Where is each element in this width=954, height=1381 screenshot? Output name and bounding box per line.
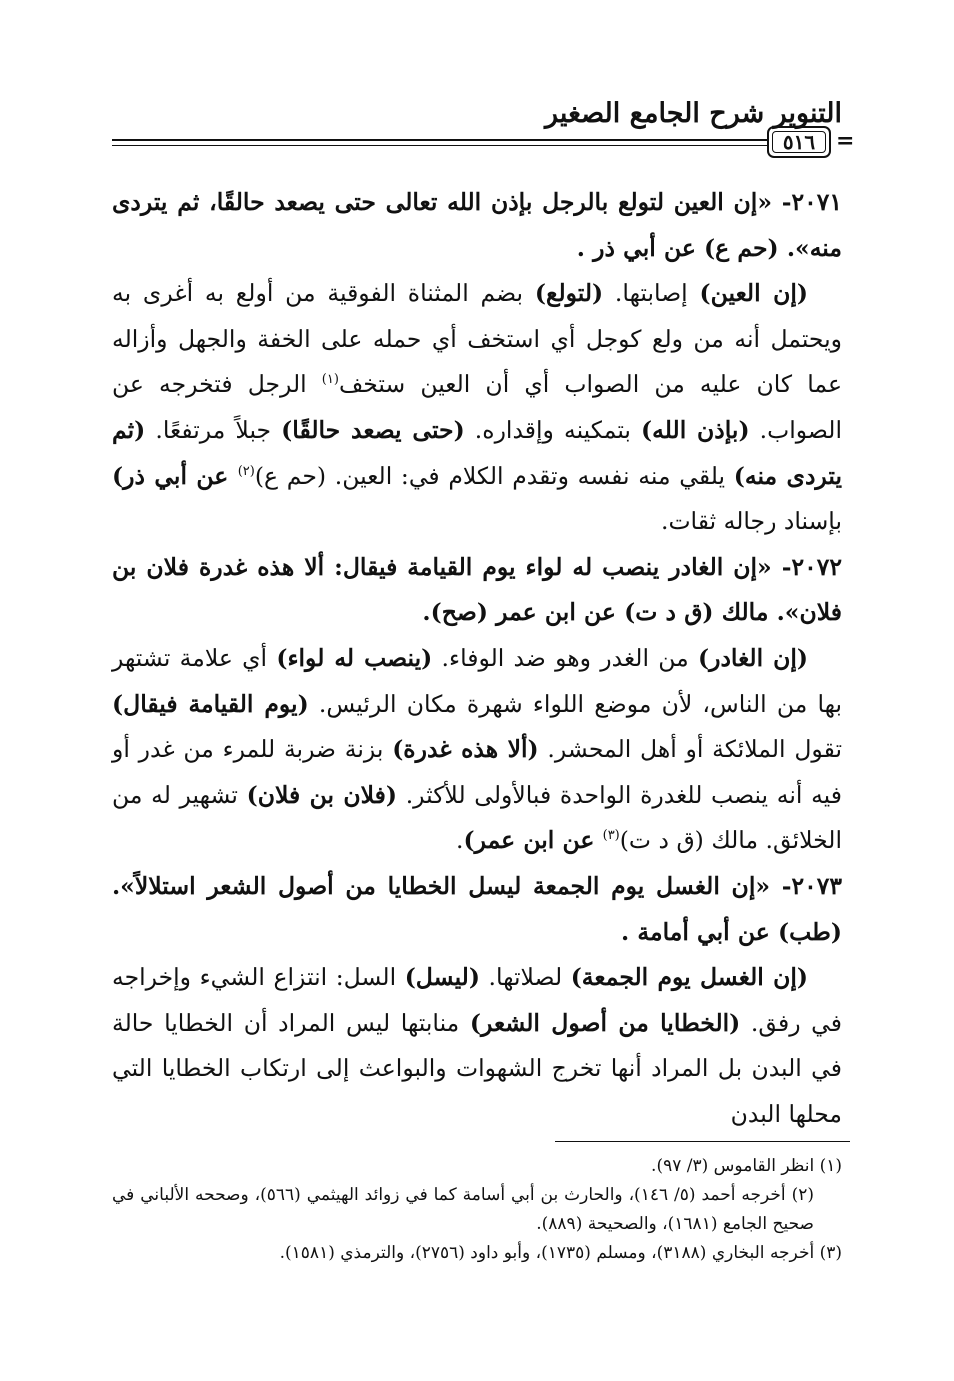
bold-phrase: (ينصب له لواء) xyxy=(276,643,433,672)
footnote-separator xyxy=(555,1141,850,1142)
bold-phrase: (الخطايا من أصول الشعر) xyxy=(469,1008,741,1037)
footnote-1: (١) انظر القاموس (٣/ ٩٧). xyxy=(651,1156,842,1176)
header-rule xyxy=(112,139,767,146)
text-run: بإسناد رجاله ثقات. xyxy=(660,507,842,536)
bold-phrase: (لتولع) xyxy=(534,279,604,308)
bold-phrase: عن ابن عمر) xyxy=(463,826,603,855)
header-ornament: = xyxy=(836,128,855,154)
text-run: بتمكينه وإقداره. xyxy=(464,415,642,444)
text-run: بزنة ضربة للمرء من غدر أو فيه أنه ينصب للغدرة الواحدة فبالأولى للأكثر. xyxy=(112,735,843,809)
bold-phrase: (بإذن الله) xyxy=(641,415,750,444)
bold-phrase: (إن العين) xyxy=(699,279,808,308)
text-run: جبلاً مرتفعًا. xyxy=(145,415,282,444)
text-run: تشهير له من الخلائق. مالك (ق د ت) xyxy=(112,780,842,855)
footnote-3: (٣) أخرجه البخاري (٣١٨٨)، ومسلم (١٧٣٥)، وأبو داود (٢٧٥٦)، والترمذي (١٥٨١). xyxy=(279,1243,842,1263)
footnote-ref: (٣) xyxy=(602,828,620,844)
footnote-ref: (٢) xyxy=(237,463,255,479)
main-text xyxy=(112,180,842,1137)
text-run: . xyxy=(456,826,464,855)
bold-phrase: (فلان بن فلان) xyxy=(246,780,398,809)
text-run: من الغدر وهو ضد الوفاء. xyxy=(432,643,698,672)
hadith-2073: ٢٠٧٣- «إن الغسل يوم الجمعة ليسل الخطايا من أصول الشعر استلالاً». (طب) عن أبي أمامة . xyxy=(112,871,842,946)
bold-phrase: (ثم يتردى منه) xyxy=(112,415,843,490)
text-run: الرجل فتخرجه عن الصواب. xyxy=(112,370,842,444)
hadith-2072: ٢٠٧٢- «إن الغادر ينصب له لواء يوم القيامة فيقال: ألا هذه غدرة فلان بن فلان». مالك (ق د ت) عن ابن عمر (صح). xyxy=(112,552,842,627)
text-run: منابتها ليس المراد أن الخطايا حالة في البدن بل المراد أنها تخرج الشهوات والبواعث إلى ارتكاب الخطايا التي محلها البدن xyxy=(112,1008,842,1128)
running-header-title: التنوير شرح الجامع الصغير xyxy=(545,98,842,129)
footnotes xyxy=(112,1152,842,1268)
bold-phrase: (ليسل) xyxy=(404,963,480,992)
text-run: بضم المثناة الفوقية من أولع به أغرى به ويحتمل أنه من ولع كوجل أي استخف أي حمله على الخفة والجهل وأزاله عما كان عليه من الصواب أي أن العين ستخف xyxy=(112,279,842,399)
bold-phrase: (يوم القيامة فيقال) xyxy=(112,689,309,718)
text-run: إصابتها. xyxy=(603,279,700,308)
bold-phrase: عن أبي ذر) xyxy=(112,461,238,490)
bold-phrase: (إن الغادر) xyxy=(697,643,808,672)
text-run: لصلاتها. xyxy=(479,963,571,992)
footnote-ref: (١) xyxy=(321,372,339,388)
commentary-2073 xyxy=(112,955,842,1137)
text-run: السل: انتزاع الشيء وإخراجه في رفق. xyxy=(112,963,842,1037)
text-run: أي علامة تشتهر بها من الناس، لأن موضع اللواء شهرة مكان الرئيس. xyxy=(112,643,842,718)
commentary-2072 xyxy=(112,636,842,864)
commentary-2071 xyxy=(112,271,842,545)
text-run: يلقي منه نفسه وتقدم الكلام في: العين. (حم ع) xyxy=(254,461,734,490)
text-run: تقول الملائكة أو أهل المحشر. xyxy=(538,735,842,764)
bold-phrase: (إن الغسل يوم الجمعة) xyxy=(570,963,808,992)
hadith-2071: ٢٠٧١- «إن العين لتولع بالرجل بإذن الله تعالى حتى يصعد حالقًا، ثم يتردى منه». (حم ع) عن أبي ذر . xyxy=(112,188,842,262)
bold-phrase: (حتى يصعد حالقًا) xyxy=(281,415,465,444)
footnote-2: (٢) أخرجه أحمد (٥/ ١٤٦)، والحارث بن أبي أسامة كما في زوائد الهيثمي (٥٦٦)، وصححه الألباني في صحيح الجامع (١٦٨١)، والصحيحة (٨٨٩). xyxy=(112,1185,814,1234)
bold-phrase: (ألا هذه غدرة) xyxy=(392,735,539,764)
page-number-box: ٥١٦ xyxy=(767,126,831,158)
